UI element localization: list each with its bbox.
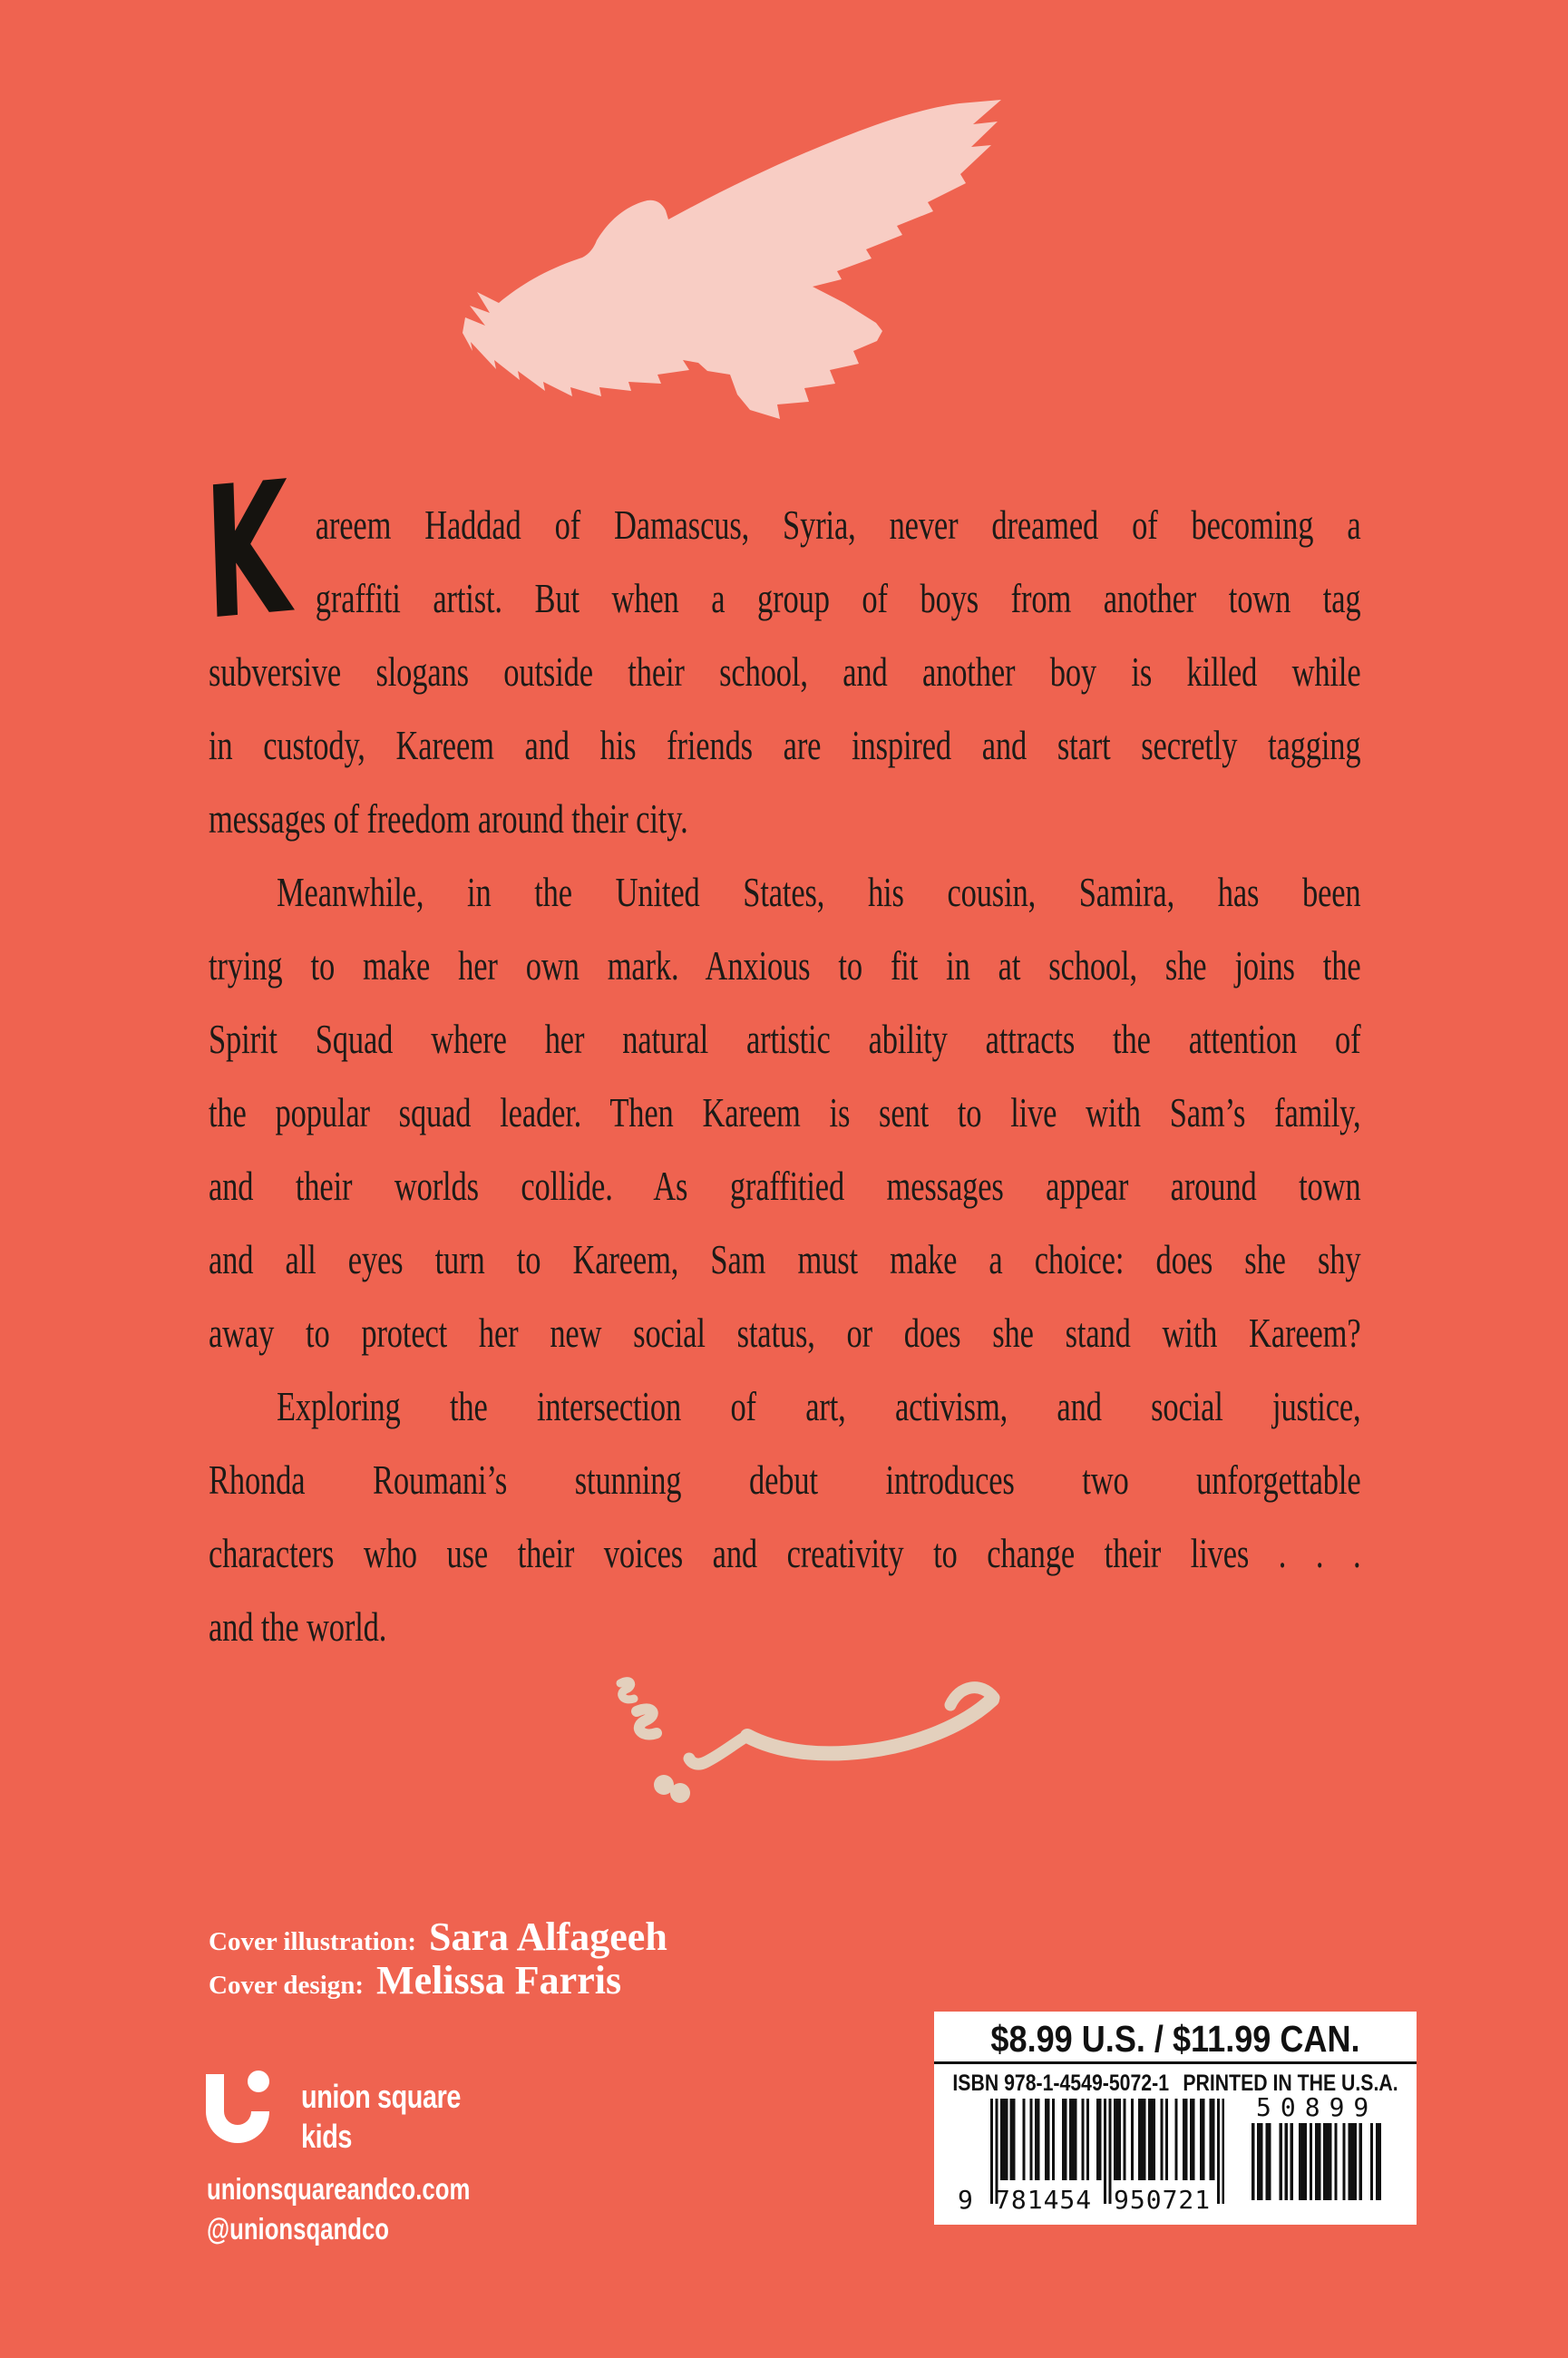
isbn-number: ISBN 978-1-4549-5072-1 <box>952 2071 1170 2096</box>
synopsis-line: areem Haddad of Damascus, Syria, never dreamed of becoming a <box>315 502 1361 548</box>
ean5-supplement-barcode <box>1249 2123 1381 2200</box>
barcode-divider <box>934 2061 1417 2064</box>
synopsis-line: in custody, Kareem and his friends are inspired and start secretly tagging <box>209 722 1361 768</box>
ean-left-digits: 781454 <box>995 2185 1093 2215</box>
synopsis-line: Spirit Squad where her natural artistic ability attracts the attention of <box>209 1016 1361 1062</box>
synopsis-line: away to protect her new social status, or does she stand with Kareem? <box>209 1310 1361 1356</box>
hurriya-arabic-calligraphy <box>609 1674 1008 1807</box>
printed-in: PRINTED IN THE U.S.A. <box>1183 2071 1398 2096</box>
drop-cap-k: K <box>201 442 293 661</box>
publisher-website: unionsquareandco.com <box>207 2172 471 2206</box>
publisher-links <box>207 2169 470 2249</box>
cover-credits <box>209 1915 667 2002</box>
synopsis-line: characters who use their voices and creativity to change their lives . . . <box>209 1530 1361 1576</box>
credit-illustration <box>209 1915 667 1959</box>
synopsis-line: messages of freedom around their city. <box>209 795 688 842</box>
synopsis-text <box>209 488 1360 1663</box>
synopsis-line: trying to make her own mark. Anxious to fit in at school, she joins the <box>209 942 1361 989</box>
synopsis-line: Exploring the intersection of art, activism, and social justice, <box>277 1383 1361 1429</box>
ean-lead-digit: 9 <box>958 2185 973 2215</box>
price: $8.99 U.S. / $11.99 CAN. <box>990 2018 1360 2060</box>
synopsis-line: and their worlds collide. As graffitied messages appear around town <box>209 1163 1361 1209</box>
publisher-name <box>301 2077 461 2157</box>
publisher-social-handle: @unionsqandco <box>207 2212 389 2246</box>
credit-label: Cover illustration: <box>209 1927 417 1956</box>
dove-icon <box>463 100 1001 419</box>
ean-right-digits: 950721 <box>1114 2185 1212 2215</box>
synopsis-line: subversive slogans outside their school, and another boy is killed while <box>209 648 1361 695</box>
synopsis-line: the popular squad leader. Then Kareem is sent to live with Sam’s family, <box>209 1089 1361 1135</box>
credit-label: Cover design: <box>209 1971 365 2000</box>
synopsis-line: Rhonda Roumani’s stunning debut introduces two unforgettable <box>209 1457 1361 1503</box>
synopsis-line: and all eyes turn to Kareem, Sam must make a choice: does she shy <box>209 1236 1361 1282</box>
synopsis-line: graffiti artist. But when a group of boys from another town tag <box>315 575 1361 621</box>
synopsis-line: Meanwhile, in the United States, his cousin, Samira, has been <box>277 869 1361 915</box>
credit-name: Melissa Farris <box>376 1958 622 2002</box>
supplement-digits: 50899 <box>1256 2092 1378 2122</box>
synopsis-line: and the world. <box>209 1603 387 1650</box>
credit-design <box>209 1959 667 2002</box>
union-square-kids-logo-icon <box>206 2071 269 2143</box>
publisher-name-line1: union square <box>301 2078 462 2115</box>
credit-name: Sara Alfageeh <box>429 1915 667 1959</box>
publisher-name-line2: kids <box>301 2118 353 2155</box>
barcode-box <box>934 2012 1417 2225</box>
